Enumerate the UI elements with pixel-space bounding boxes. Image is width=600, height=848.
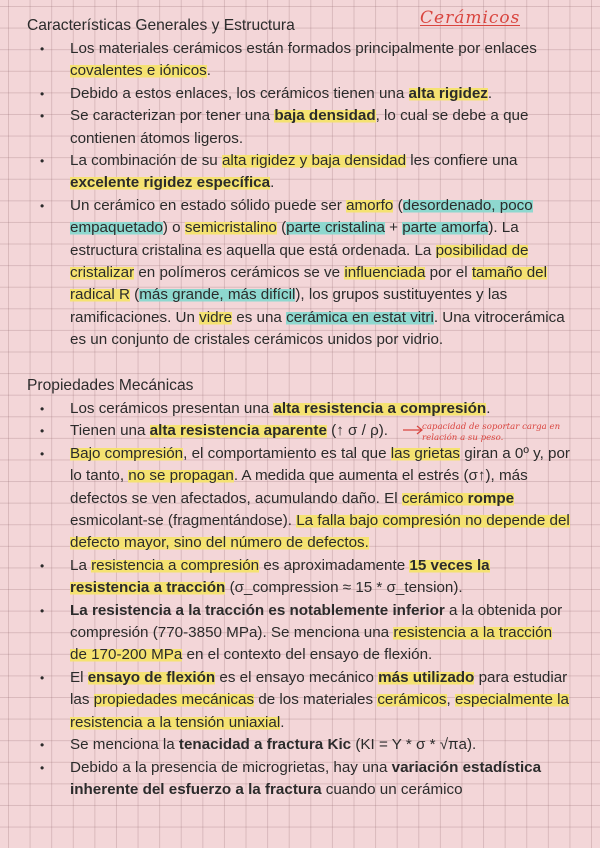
text-segment: (σ_compression ≈ 15 * σ_tension). xyxy=(225,579,463,597)
list-item xyxy=(0,150,600,195)
highlighted-text: las grietas xyxy=(390,444,461,462)
text-segment: La resistencia a la tracción es notablemente inferior xyxy=(70,601,445,619)
highlighted-text: cerámica en estat vitri xyxy=(286,308,434,326)
text-segment: para estudiar las xyxy=(70,668,568,709)
highlighted-text: vidre xyxy=(199,308,233,326)
text-segment: (KI = Y * σ * √πa). xyxy=(351,736,477,754)
text-segment: esmicolant-se (fragmentándose). xyxy=(70,512,297,530)
list-item xyxy=(0,757,600,802)
text-segment: . xyxy=(270,174,275,192)
list-item xyxy=(0,105,600,150)
text-segment: . xyxy=(206,62,212,80)
highlighted-text: La falla bajo compresión no depende del defecto mayor, sino del número de defectos. xyxy=(70,512,570,552)
bullet-icon: • xyxy=(40,446,45,461)
highlighted-text: alta resistencia aparente xyxy=(149,422,327,440)
bullet-icon: • xyxy=(40,760,45,775)
highlighted-text: rompe xyxy=(467,489,515,507)
text-segment: , xyxy=(446,691,455,709)
highlighted-text: ensayo de flexión xyxy=(87,668,216,686)
highlighted-text: no se propagan xyxy=(128,467,234,485)
highlighted-text: parte amorfa xyxy=(402,219,489,237)
list-item xyxy=(0,398,600,420)
text-segment: . A medida que aumenta el estrés (σ↑), más defectos se ven afectados, acumulando daño. El xyxy=(70,467,528,507)
text-segment: El xyxy=(70,668,88,686)
section-heading-mechanical: Propiedades Mecánicas xyxy=(27,377,194,394)
bullet-icon: • xyxy=(40,154,45,169)
list-item xyxy=(0,667,600,734)
text-segment: ( xyxy=(129,286,140,304)
text-segment: La xyxy=(70,556,92,574)
bullet-icon: • xyxy=(40,738,45,753)
text-segment: , lo cual se debe a que contienen átomos ligeros. xyxy=(70,107,529,147)
text-segment: tenacidad a fractura Kic xyxy=(178,736,352,754)
list-item xyxy=(0,83,600,105)
highlighted-text: más grande, más difícil xyxy=(139,286,296,304)
list-item xyxy=(0,555,600,600)
text-segment: ) o xyxy=(162,219,185,237)
text-segment: , el comportamiento es tal que xyxy=(183,444,391,462)
text-segment: variación estadística inherente del esfuerzo a la fractura xyxy=(70,758,542,798)
text-segment: por el xyxy=(425,264,472,282)
text-segment: Tienen una xyxy=(70,422,150,440)
text-segment: cuando un cerámico xyxy=(321,780,463,798)
bullet-icon: • xyxy=(40,86,45,101)
highlighted-text: semicristalino xyxy=(184,219,277,237)
text-segment: en polímeros cerámicos se ve xyxy=(134,264,345,282)
highlighted-text: excelente rigidez específica xyxy=(70,174,271,192)
text-segment: de los materiales xyxy=(254,691,378,709)
text-segment: Los cerámicos presentan una xyxy=(70,400,274,417)
handwritten-arrow-icon xyxy=(402,424,424,436)
highlighted-text: tamaño del radical R xyxy=(70,264,547,304)
text-segment: en el contexto del ensayo de flexión. xyxy=(182,646,433,664)
highlighted-text: especialmente la resistencia a la tensión uniaxial xyxy=(70,691,569,731)
list-item xyxy=(0,38,600,83)
text-segment: es una xyxy=(232,308,287,326)
bullet-icon: • xyxy=(40,603,45,618)
highlighted-text: parte cristalina xyxy=(286,219,385,237)
text-segment: es el ensayo mecánico xyxy=(215,668,379,686)
text-segment: . xyxy=(280,713,285,731)
highlighted-text: covalentes e iónicos xyxy=(70,62,207,80)
bullet-icon: • xyxy=(40,402,45,416)
bullet-icon: • xyxy=(40,424,45,439)
handwritten-title: Cerámicos xyxy=(420,8,521,28)
text-segment: Los materiales cerámicos están formados principalmente por enlaces xyxy=(70,40,537,57)
text-segment: . xyxy=(487,84,493,102)
text-segment: Un cerámico en estado sólido puede ser xyxy=(70,196,347,214)
text-segment: . xyxy=(486,400,491,417)
text-segment: La combinación de su xyxy=(70,152,222,170)
list-item xyxy=(0,443,600,555)
highlighted-text: resistencia a la tracción de 170-200 MPa xyxy=(70,624,553,664)
text-segment: Se caracterizan por tener una xyxy=(70,107,275,125)
highlighted-text: resistencia a compresión xyxy=(91,556,260,574)
highlighted-text: Bajo compresión xyxy=(70,444,184,462)
bullet-icon: • xyxy=(40,109,45,124)
highlighted-text: influenciada xyxy=(344,264,426,282)
highlighted-text: alta rigidez y baja densidad xyxy=(221,152,407,170)
highlighted-text: amorfo xyxy=(346,196,394,214)
highlighted-text: propiedades mecánicas xyxy=(93,691,255,709)
handwritten-margin-note: capacidad de soportar carga en relación a su peso. xyxy=(422,422,561,443)
text-segment: a la obtenida por compresión (770-3850 MPa). Se menciona una xyxy=(70,601,563,642)
bullet-icon: • xyxy=(40,558,45,573)
text-segment: Debido a la presencia de microgrietas, hay una xyxy=(70,758,392,776)
highlighted-text: 15 veces la resistencia a tracción xyxy=(70,556,490,597)
list-item xyxy=(0,195,600,352)
bullet-icon: • xyxy=(40,42,45,56)
text-segment: les confiere una xyxy=(406,152,518,170)
text-segment: es aproximadamente xyxy=(259,556,410,574)
highlighted-text: desordenado, poco empaquetado xyxy=(70,196,533,237)
highlighted-text: baja densidad xyxy=(274,107,376,125)
text-segment: + xyxy=(384,219,403,237)
highlighted-text: alta rigidez xyxy=(408,84,488,102)
highlighted-text: cerámicos xyxy=(377,691,447,709)
text-segment: Se menciona la xyxy=(70,736,179,754)
text-segment: . Una vitrocerámica es un conjunto de cristales cerámicos unidos por vidrio. xyxy=(70,308,565,349)
text-segment: giran a 0º y, por lo tanto, xyxy=(70,444,570,485)
highlighted-text: posibilidad de cristalizar xyxy=(70,241,529,282)
text-segment: ). La estructura cristalina es aquella que está ordenada. La xyxy=(70,219,519,259)
highlighted-text: cerámico xyxy=(401,489,468,507)
text-segment: ( xyxy=(393,196,403,214)
highlighted-text: más utilizado xyxy=(378,668,475,686)
list-item xyxy=(0,600,600,667)
mechanical-properties-list xyxy=(0,398,600,801)
bullet-icon: • xyxy=(40,670,45,685)
bullet-icon: • xyxy=(40,198,45,213)
list-item xyxy=(0,734,600,756)
text-segment: (↑ σ / ρ). xyxy=(326,422,388,440)
general-characteristics-list xyxy=(0,38,600,352)
text-segment: ), los grupos sustituyentes y las ramificaciones. Un xyxy=(70,286,508,326)
highlighted-text: alta resistencia a compresión xyxy=(273,400,487,417)
text-segment: ( xyxy=(276,219,287,237)
text-segment: Debido a estos enlaces, los cerámicos tienen una xyxy=(70,84,409,102)
section-heading-general: Características Generales y Estructura xyxy=(27,17,295,34)
